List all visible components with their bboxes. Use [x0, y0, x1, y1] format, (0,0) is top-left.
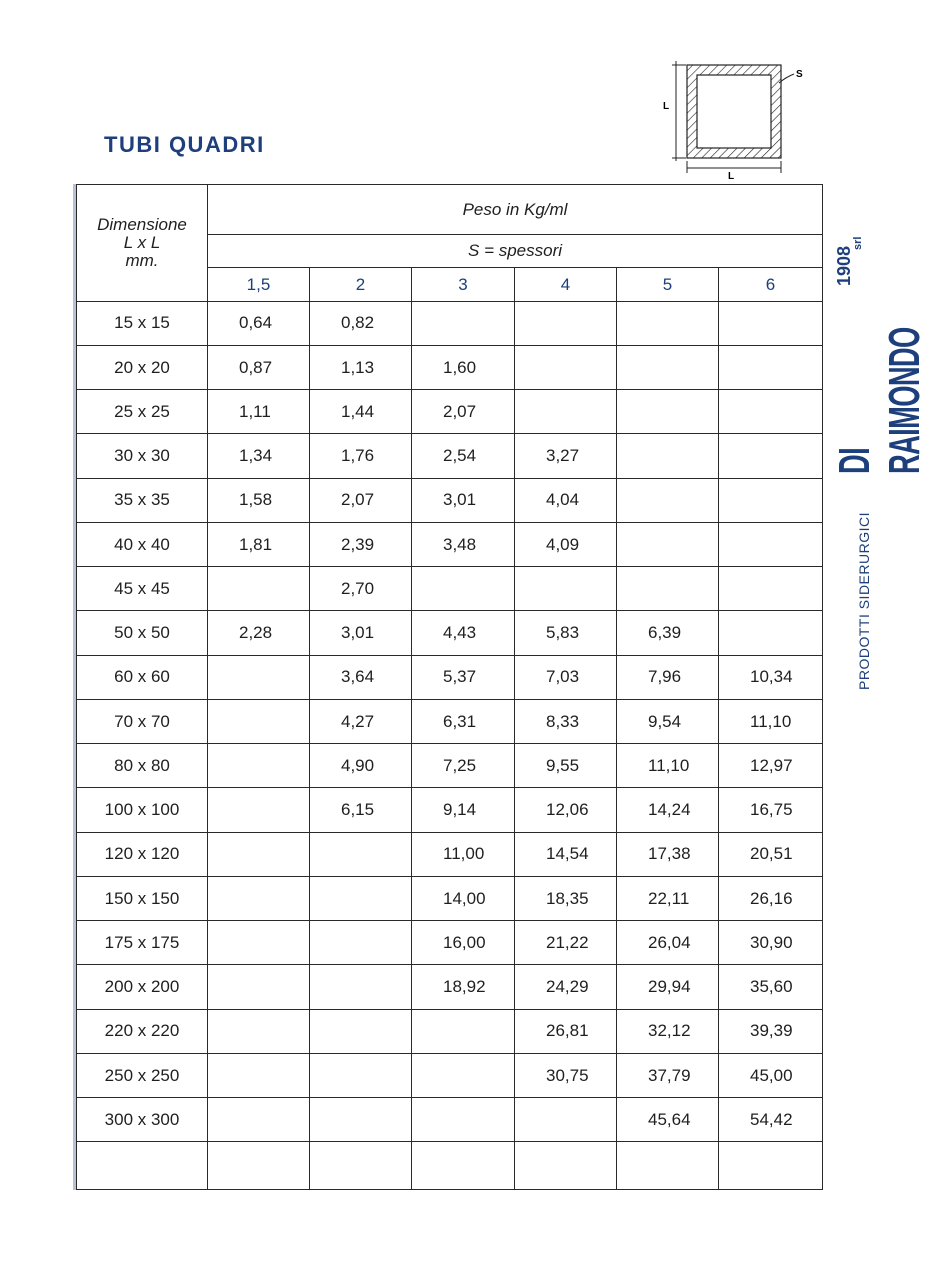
- weight-cell: [617, 567, 719, 611]
- weight-cell: 0,87: [208, 345, 310, 389]
- brand-name: DI RAIMONDO: [830, 327, 929, 474]
- weight-cell: 0,64: [208, 301, 310, 345]
- weight-cell: [208, 655, 310, 699]
- thickness-header: S = spessori: [208, 235, 823, 268]
- weight-cell: 2,54: [412, 434, 515, 478]
- weight-cell: [719, 611, 823, 655]
- weight-cell: [208, 699, 310, 743]
- weight-cell: 4,43: [412, 611, 515, 655]
- weight-cell: [310, 965, 412, 1009]
- dimension-cell: 15 x 15: [77, 301, 208, 345]
- table-row: [77, 567, 823, 611]
- weight-cell: 2,39: [310, 522, 412, 566]
- weight-cell: [208, 788, 310, 832]
- weight-cell: 14,54: [515, 832, 617, 876]
- weight-cell: 26,16: [719, 876, 823, 920]
- weight-cell: [617, 390, 719, 434]
- thickness-column-1-5: 1,5: [208, 268, 310, 301]
- weight-cell: 11,10: [719, 699, 823, 743]
- dimension-cell: [77, 1142, 208, 1190]
- weight-cell: [617, 478, 719, 522]
- dimension-cell: 175 x 175: [77, 921, 208, 965]
- weight-cell: 54,42: [719, 1098, 823, 1142]
- table-row: [77, 1009, 823, 1053]
- dimension-cell: 25 x 25: [77, 390, 208, 434]
- weight-cell: 3,01: [412, 478, 515, 522]
- table-row: [77, 876, 823, 920]
- weight-cell: 37,79: [617, 1053, 719, 1097]
- dimension-cell: 220 x 220: [77, 1009, 208, 1053]
- weight-cell: 17,38: [617, 832, 719, 876]
- weight-cell: [515, 345, 617, 389]
- table-row: [77, 699, 823, 743]
- weight-cell: 6,39: [617, 611, 719, 655]
- weight-cell: [310, 1142, 412, 1190]
- table-row: [77, 965, 823, 1009]
- weight-cell: 4,27: [310, 699, 412, 743]
- diagram-label-l-bottom: L: [728, 171, 735, 182]
- weight-cell: 2,07: [412, 390, 515, 434]
- weight-cell: 9,55: [515, 744, 617, 788]
- table-row: [77, 301, 823, 345]
- table-row: [77, 1053, 823, 1097]
- dimension-cell: 70 x 70: [77, 699, 208, 743]
- weight-cell: 11,10: [617, 744, 719, 788]
- weight-cell: [412, 301, 515, 345]
- table-row: [77, 788, 823, 832]
- table-row: [77, 921, 823, 965]
- weight-cell: 30,90: [719, 921, 823, 965]
- table-row: [77, 345, 823, 389]
- weight-cell: [617, 301, 719, 345]
- dimension-header-line-1: Dimensione: [97, 214, 187, 234]
- weight-cell: 32,12: [617, 1009, 719, 1053]
- weight-cell: [515, 390, 617, 434]
- weight-cell: 2,28: [208, 611, 310, 655]
- thickness-column-3: 3: [412, 268, 515, 301]
- weight-cell: 9,54: [617, 699, 719, 743]
- weight-cell: 4,09: [515, 522, 617, 566]
- dimension-cell: 60 x 60: [77, 655, 208, 699]
- table-row: [77, 1142, 823, 1190]
- dimension-header-line-2: L x L: [123, 232, 161, 252]
- weight-cell: [719, 1142, 823, 1190]
- weight-cell: 21,22: [515, 921, 617, 965]
- weight-cell: 1,58: [208, 478, 310, 522]
- weight-cell: 1,13: [310, 345, 412, 389]
- weight-cell: [208, 876, 310, 920]
- weight-cell: 6,31: [412, 699, 515, 743]
- weight-cell: 1,76: [310, 434, 412, 478]
- weight-cell: 45,64: [617, 1098, 719, 1142]
- weight-cell: 12,06: [515, 788, 617, 832]
- weight-cell: 1,11: [208, 390, 310, 434]
- weight-cell: [515, 1142, 617, 1190]
- dimension-cell: 120 x 120: [77, 832, 208, 876]
- weight-cell: [208, 1098, 310, 1142]
- dimension-cell: 35 x 35: [77, 478, 208, 522]
- weight-cell: 10,34: [719, 655, 823, 699]
- dimension-cell: 80 x 80: [77, 744, 208, 788]
- weight-cell: [208, 567, 310, 611]
- weight-cell: 20,51: [719, 832, 823, 876]
- weight-cell: 16,75: [719, 788, 823, 832]
- weight-cell: [515, 567, 617, 611]
- weight-cell: 29,94: [617, 965, 719, 1009]
- table-row: [77, 390, 823, 434]
- weight-cell: 18,35: [515, 876, 617, 920]
- weight-cell: 14,24: [617, 788, 719, 832]
- weight-cell: 0,82: [310, 301, 412, 345]
- weight-cell: 14,00: [412, 876, 515, 920]
- weight-cell: 1,34: [208, 434, 310, 478]
- brand-tagline-wrap: [856, 512, 878, 692]
- weight-cell: 18,92: [412, 965, 515, 1009]
- table-row: [77, 522, 823, 566]
- weight-cell: 5,37: [412, 655, 515, 699]
- weight-cell: 45,00: [719, 1053, 823, 1097]
- square-tube-diagram: [660, 55, 810, 180]
- weight-cell: [412, 1098, 515, 1142]
- weight-cell: 12,97: [719, 744, 823, 788]
- weight-cell: [208, 965, 310, 1009]
- dimension-cell: 40 x 40: [77, 522, 208, 566]
- weight-cell: [310, 1098, 412, 1142]
- weight-cell: [310, 1009, 412, 1053]
- dimension-cell: 250 x 250: [77, 1053, 208, 1097]
- dimension-cell: 150 x 150: [77, 876, 208, 920]
- thickness-column-5: 5: [617, 268, 719, 301]
- weight-cell: [412, 567, 515, 611]
- table-row: [77, 1098, 823, 1142]
- thickness-column-2: 2: [310, 268, 412, 301]
- weight-cell: [719, 301, 823, 345]
- weight-cell: 7,03: [515, 655, 617, 699]
- weight-cell: [412, 1142, 515, 1190]
- weight-cell: [719, 567, 823, 611]
- weight-cell: [208, 832, 310, 876]
- weight-cell: [208, 1009, 310, 1053]
- weight-cell: 11,00: [412, 832, 515, 876]
- dimension-cell: 30 x 30: [77, 434, 208, 478]
- dimension-cell: 50 x 50: [77, 611, 208, 655]
- weight-cell: 39,39: [719, 1009, 823, 1053]
- weight-cell: 7,25: [412, 744, 515, 788]
- weight-cell: 7,96: [617, 655, 719, 699]
- weight-cell: 4,04: [515, 478, 617, 522]
- weight-cell: [719, 345, 823, 389]
- dimension-cell: 20 x 20: [77, 345, 208, 389]
- weight-cell: [208, 1142, 310, 1190]
- weight-cell: [412, 1009, 515, 1053]
- brand-year: 1908: [834, 245, 854, 286]
- diagram-label-l-side: L: [663, 101, 670, 112]
- weight-cell: [515, 301, 617, 345]
- brand-logo: [830, 226, 929, 486]
- weight-cell: [719, 434, 823, 478]
- weight-cell: [617, 1142, 719, 1190]
- diagram-label-s: S: [796, 69, 803, 80]
- weight-cell: 1,44: [310, 390, 412, 434]
- brand-suffix: srl: [852, 236, 864, 250]
- weight-cell: 2,70: [310, 567, 412, 611]
- weight-cell: 1,60: [412, 345, 515, 389]
- weight-cell: [208, 1053, 310, 1097]
- weight-cell: 6,15: [310, 788, 412, 832]
- weight-cell: 22,11: [617, 876, 719, 920]
- weight-cell: 3,64: [310, 655, 412, 699]
- dimension-cell: 100 x 100: [77, 788, 208, 832]
- weight-cell: [310, 921, 412, 965]
- weight-cell: [208, 921, 310, 965]
- weight-cell: 24,29: [515, 965, 617, 1009]
- weight-cell: [208, 744, 310, 788]
- weight-cell: 3,48: [412, 522, 515, 566]
- weight-cell: 26,04: [617, 921, 719, 965]
- weight-cell: [617, 434, 719, 478]
- weight-cell: [617, 345, 719, 389]
- weight-cell: 1,81: [208, 522, 310, 566]
- weight-cell: [412, 1053, 515, 1097]
- weights-table: [76, 184, 823, 1190]
- weight-cell: 30,75: [515, 1053, 617, 1097]
- dimension-header: [77, 185, 208, 302]
- weight-cell: 4,90: [310, 744, 412, 788]
- thickness-column-4: 4: [515, 268, 617, 301]
- weight-cell: 35,60: [719, 965, 823, 1009]
- dimension-cell: 300 x 300: [77, 1098, 208, 1142]
- dimension-header-line-3: mm.: [125, 250, 159, 270]
- thickness-column-6: 6: [719, 268, 823, 301]
- dimension-cell: 45 x 45: [77, 567, 208, 611]
- weight-cell: 5,83: [515, 611, 617, 655]
- brand-tagline: PRODOTTI SIDERURGICI: [856, 511, 872, 690]
- weight-cell: 8,33: [515, 699, 617, 743]
- page-title: TUBI QUADRI: [104, 132, 265, 157]
- weight-cell: [719, 478, 823, 522]
- table-row: [77, 744, 823, 788]
- weight-cell: 26,81: [515, 1009, 617, 1053]
- weight-cell: [515, 1098, 617, 1142]
- table-row: [77, 434, 823, 478]
- table-row: [77, 655, 823, 699]
- table-row: [77, 832, 823, 876]
- table-row: [77, 611, 823, 655]
- table-row: [77, 478, 823, 522]
- weight-cell: [310, 1053, 412, 1097]
- weight-header: Peso in Kg/ml: [208, 185, 823, 235]
- weight-cell: 2,07: [310, 478, 412, 522]
- weight-cell: 3,01: [310, 611, 412, 655]
- weight-cell: 9,14: [412, 788, 515, 832]
- weight-cell: [310, 876, 412, 920]
- weight-cell: 16,00: [412, 921, 515, 965]
- weight-cell: 3,27: [515, 434, 617, 478]
- weight-cell: [617, 522, 719, 566]
- weight-cell: [719, 390, 823, 434]
- weight-cell: [719, 522, 823, 566]
- weight-cell: [310, 832, 412, 876]
- dimension-cell: 200 x 200: [77, 965, 208, 1009]
